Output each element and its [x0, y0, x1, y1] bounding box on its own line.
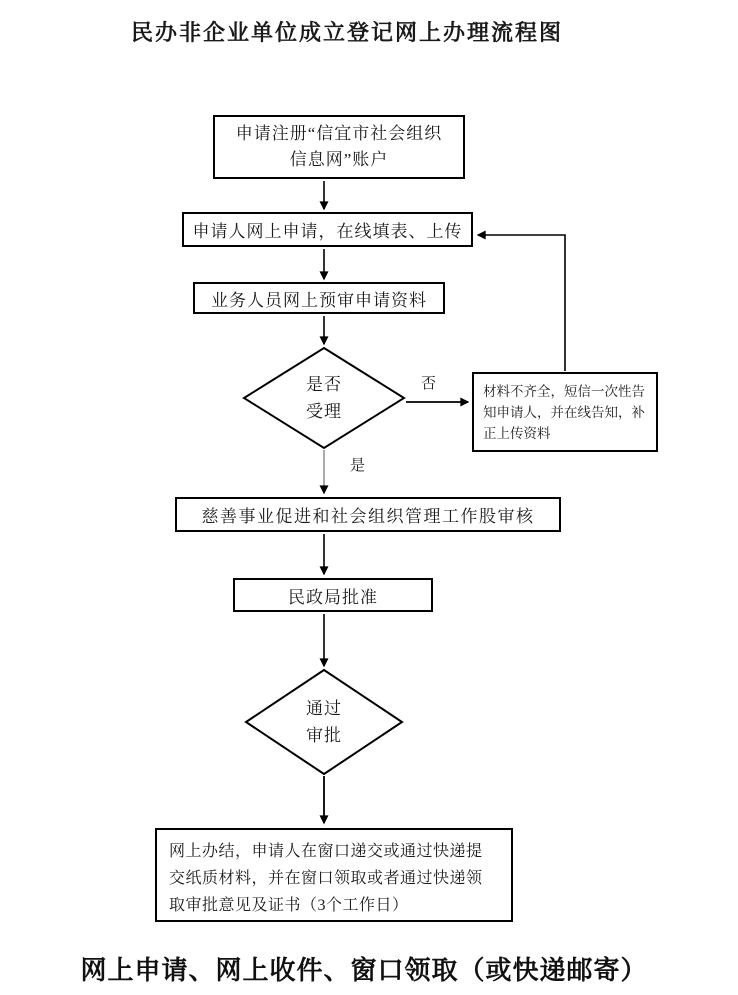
node-charity-division-review-label: 慈善事业促进和社会组织管理工作股审核 [201, 507, 535, 526]
decision-accept-line1: 是否 [306, 375, 342, 394]
node-civil-affairs-approval-label: 民政局批准 [288, 587, 378, 607]
node-civil-affairs-approval [233, 578, 433, 612]
decision-pass-line2: 审批 [306, 726, 342, 745]
node-register-account [213, 115, 465, 179]
node-feedback-incomplete [472, 372, 658, 452]
node-online-apply-label: 申请人网上申请，在线填表、上传 [192, 222, 463, 241]
node-register-account-line1: 申请注册“信宜市社会组织 [235, 124, 443, 143]
node-feedback-line2: 知申请人，并在线告知，补 [483, 405, 645, 420]
node-completion-line2: 交纸质材料，并在窗口领取或者通过快递领 [169, 870, 483, 887]
node-register-account-line2: 信息网”账户 [289, 150, 389, 169]
footer-caption: 网上申请、网上收件、窗口领取（或快递邮寄） [80, 955, 648, 985]
decision-accept-label [274, 371, 374, 425]
edge-label-yes: 是 [350, 458, 366, 474]
node-charity-division-review [175, 497, 561, 532]
decision-pass-label [274, 695, 374, 749]
decision-pass-line1: 通过 [306, 699, 342, 718]
node-feedback-line1: 材料不齐全，短信一次性告 [483, 384, 645, 399]
node-feedback-line3: 正上传资料 [483, 426, 551, 441]
node-staff-preview [193, 282, 445, 314]
page-title: 民办非企业单位成立登记网上办理流程图 [130, 20, 563, 45]
node-staff-preview-label: 业务人员网上预审申请资料 [211, 290, 427, 310]
node-online-apply [182, 212, 473, 247]
decision-accept-line2: 受理 [306, 402, 342, 421]
arrow-feedback-return-to-apply [478, 235, 565, 371]
node-completion-line3: 取审批意见及证书（3个工作日） [169, 897, 409, 914]
node-completion [155, 828, 513, 922]
edge-label-no: 否 [421, 376, 437, 392]
node-completion-line1: 网上办结，申请人在窗口递交或通过快递提 [169, 843, 483, 860]
